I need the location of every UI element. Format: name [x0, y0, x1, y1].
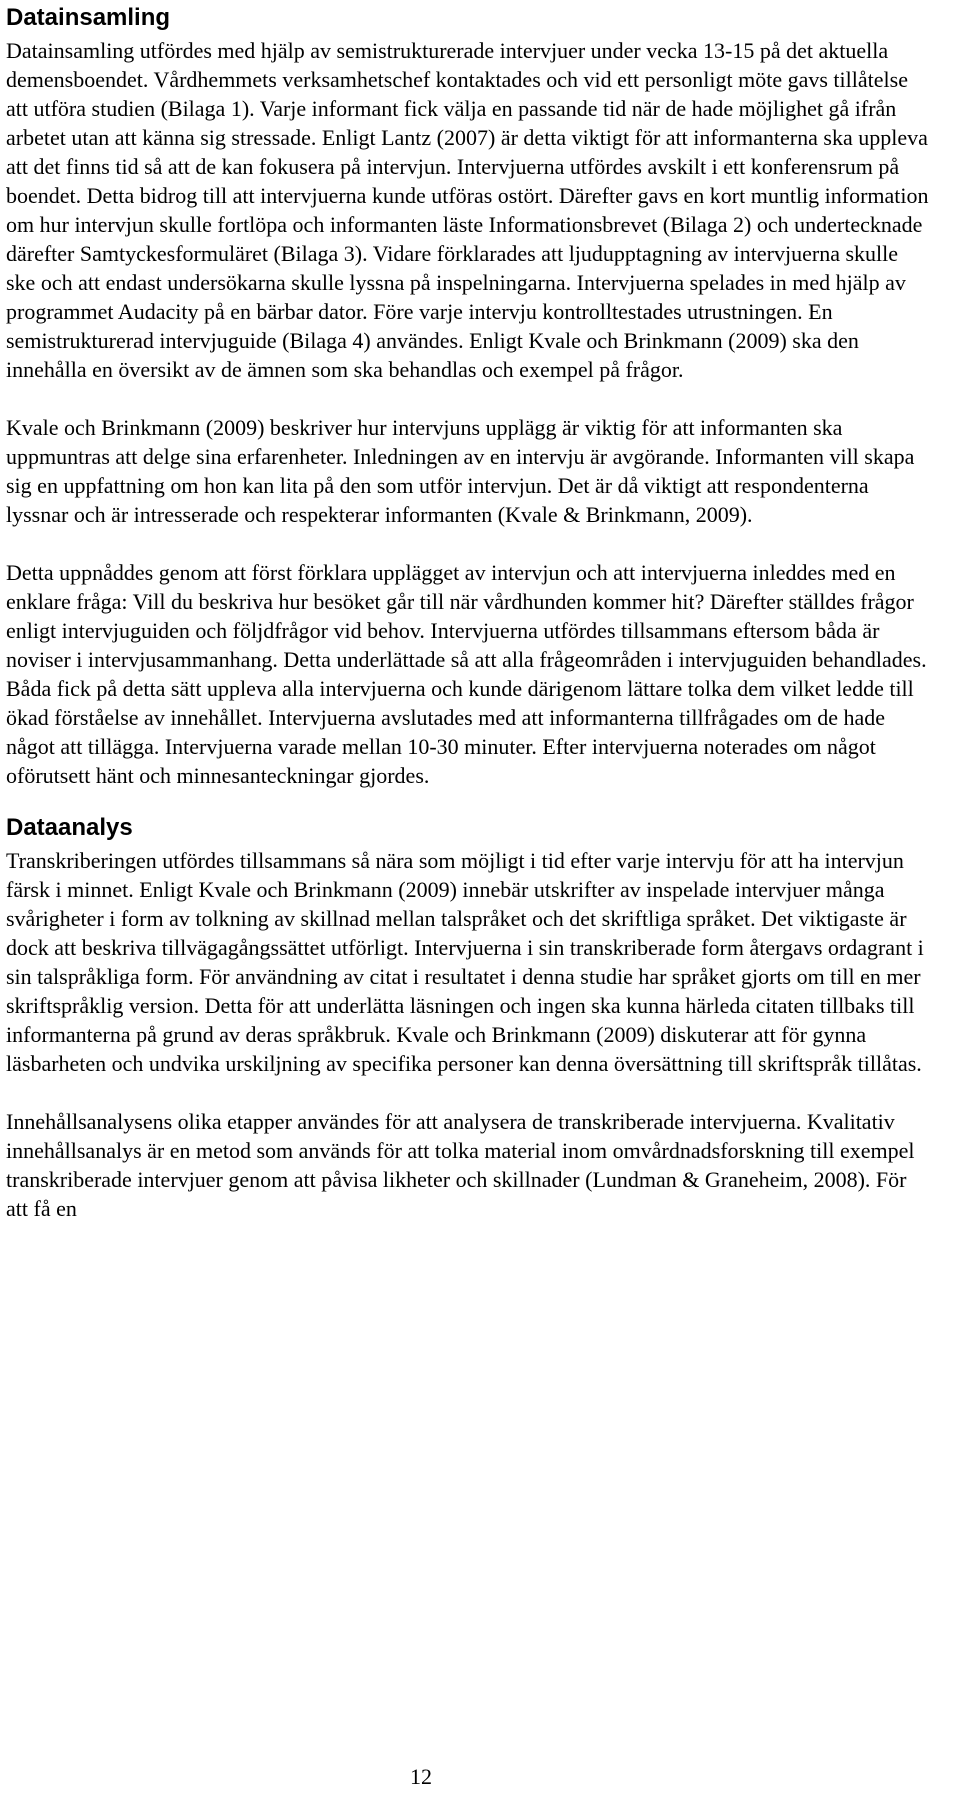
paragraph-datainsamling-1: Datainsamling utfördes med hjälp av semistrukturerade intervjuer under vecka 13-15 på det aktuella demensboendet. Vårdhemmets verksamhetschef kontaktades och vid ett personligt möte gavs tillåtelse att utföra studien (Bilaga 1). Varje informant fick välja en passande tid när de hade möjlighet gå ifrån arbetet utan att känna sig stressade. Enligt Lantz (2007) är detta viktigt för att informanterna ska uppleva att det finns tid så att de kan fokusera på intervjun. Intervjuerna utfördes avskilt i ett konferensrum på boendet. Detta bidrog till att intervjuerna kunde utföras ostört. Därefter gavs en kort muntlig information om hur intervjun skulle fortlöpa och informanten läste Informationsbrevet (Bilaga 2) och undertecknade därefter Samtyckesformuläret (Bilaga 3). Vidare förklarades att ljudupptagning av intervjuerna skulle ske och att endast undersökarna skulle lyssna på inspelningarna. Intervjuerna spelades in med hjälp av programmet Audacity på en bärbar dator. Före varje intervju kontrolltestades utrustningen. En semistrukturerad intervjuguide (Bilaga 4) användes. Enligt Kvale och Brinkmann (2009) ska den innehålla en översikt av de ämnen som ska behandlas och exempel på frågor.: [6, 38, 929, 382]
page-number: 12: [410, 1764, 432, 1789]
section-heading-datainsamling: Datainsamling: [6, 4, 171, 31]
paragraph-datainsamling-3: Detta uppnåddes genom att först förklara upplägget av intervjun och att intervjuerna inleddes med en enklare fråga: Vill du beskriva hur besöket går till när vårdhunden kommer hit? Därefter ställdes frågor enligt intervjuguiden och följdfrågor vid behov. Intervjuerna utfördes tillsammans eftersom båda är noviser i intervjusammanhang. Detta underlättade så att alla frågeområden i intervjuguiden behandlades. Båda fick på detta sätt uppleva alla intervjuerna och kunde därigenom lättare tolka dem vilket ledde till ökad förståelse av innehållet. Intervjuerna avslutades med att informanterna tillfrågades om de hade något att tillägga. Intervjuerna varade mellan 10-30 minuter. Efter intervjuerna noterades om något oförutsett hänt och minnesanteckningar gjordes.: [6, 560, 927, 788]
paragraph-dataanalys-1: Transkriberingen utfördes tillsammans så nära som möjligt i tid efter varje intervju för att ha intervjun färsk i minnet. Enligt Kvale och Brinkmann (2009) innebär utskrifter av inspelade intervjuer många svårigheter i form av tolkning av skillnad mellan talspråket och det skriftliga språket. Det viktigaste är dock att beskriva tillvägagångssättet utförligt. Intervjuerna i sin transkriberade form återgavs ordagrant i sin talspråkliga form. För användning av citat i resultatet i denna studie har språket gjorts om till en mer skriftspråklig version. Detta för att underlätta läsningen och ingen ska kunna härleda citaten tillbaks till informanterna på grund av deras språkbruk. Kvale och Brinkmann (2009) diskuterar att för gynna läsbarheten och undvika urskiljning av specifika personer kan denna översättning till skriftspråk tillåtas.: [6, 848, 924, 1076]
section-heading-dataanalys: Dataanalys: [6, 814, 133, 841]
paragraph-datainsamling-2: Kvale och Brinkmann (2009) beskriver hur intervjuns upplägg är viktig för att informanten ska uppmuntras att delge sina erfarenheter. Inledningen av en intervju är avgörande. Informanten vill skapa sig en uppfattning om hon kan lita på den som utför intervjun. Det är då viktigt att respondenterna lyssnar och är intresserade och respekterar informanten (Kvale & Brinkmann, 2009).: [6, 415, 915, 527]
paragraph-dataanalys-2: Innehållsanalysens olika etapper användes för att analysera de transkriberade intervjuerna. Kvalitativ innehållsanalys är en metod som används för att tolka material inom omvårdnadsforskning till exempel transkriberade intervjuer genom att påvisa likheter och skillnader (Lundman & Graneheim, 2008). För att få en: [6, 1109, 915, 1221]
